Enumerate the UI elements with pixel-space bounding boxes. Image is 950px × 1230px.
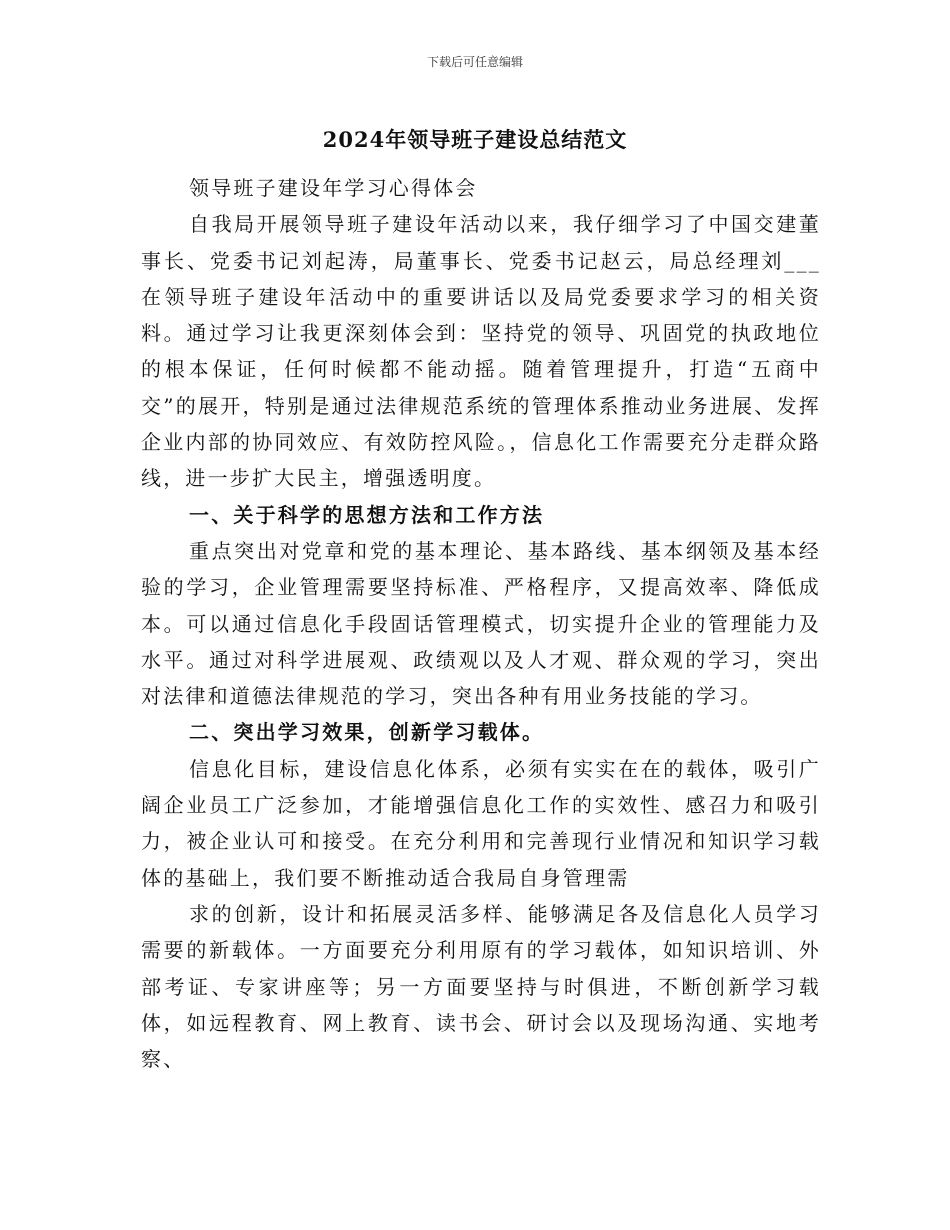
paragraph-section-2a: 信息化目标，建设信息化体系，必须有实实在在的载体，吸引广阔企业员工广泛参加，才能增强信息化工作的实效性、感召力和吸引力，被企业认可和接受。在充分利用和完善现行业情况和知识学习载体的基础上，我们要不断推动适合我局自身管理需: [141, 756, 821, 890]
page-header-note: 下载后可任意编辑: [426, 55, 523, 69]
paragraph-section-1: 重点突出对党章和党的基本理论、基本路线、基本纲领及基本经验的学习，企业管理需要坚持标准、严格程序，又提高效率、降低成本。可以通过信息化手段固话管理模式，切实提升企业的管理能力及水平。通过对科学进展观、政绩观以及人才观、群众观的学习，突出对法律和道德法律规范的学习，突出各种有用业务技能的学习。: [141, 538, 821, 709]
document-body: [141, 170, 821, 1077]
section-heading-2: 二、突出学习效果，创新学习载体。: [189, 720, 545, 745]
paragraph-intro: 自我局开展领导班子建设年活动以来，我仔细学习了中国交建董事长、党委书记刘起涛，局董事长、党委书记赵云，局总经理刘___在领导班子建设年活动中的重要讲话以及局党委要求学习的相关资料。通过学习让我更深刻体会到：坚持党的领导、巩固党的执政地位的根本保证，任何时候都不能动摇。随着管理提升，打造“五商中交”的展开，特别是通过法律规范系统的管理体系推动业务进展、发挥企业内部的协同效应、有效防控风险。，信息化工作需要充分走群众路线，进一步扩大民主，增强透明度。: [141, 212, 821, 491]
paragraph-section-2b: 求的创新，设计和拓展灵活多样、能够满足各及信息化人员学习需要的新载体。一方面要充分利用原有的学习载体，如知识培训、外部考证、专家讲座等；另一方面要坚持与时俱进，不断创新学习载体，如远程教育、网上教育、读书会、研讨会以及现场沟通、实地考察、: [141, 901, 821, 1072]
section-heading-1: 一、关于科学的思想方法和工作方法: [189, 502, 545, 527]
paragraph-subtitle: 领导班子建设年学习心得体会: [189, 176, 478, 200]
document-title: 2024年领导班子建设总结范文: [322, 127, 628, 152]
